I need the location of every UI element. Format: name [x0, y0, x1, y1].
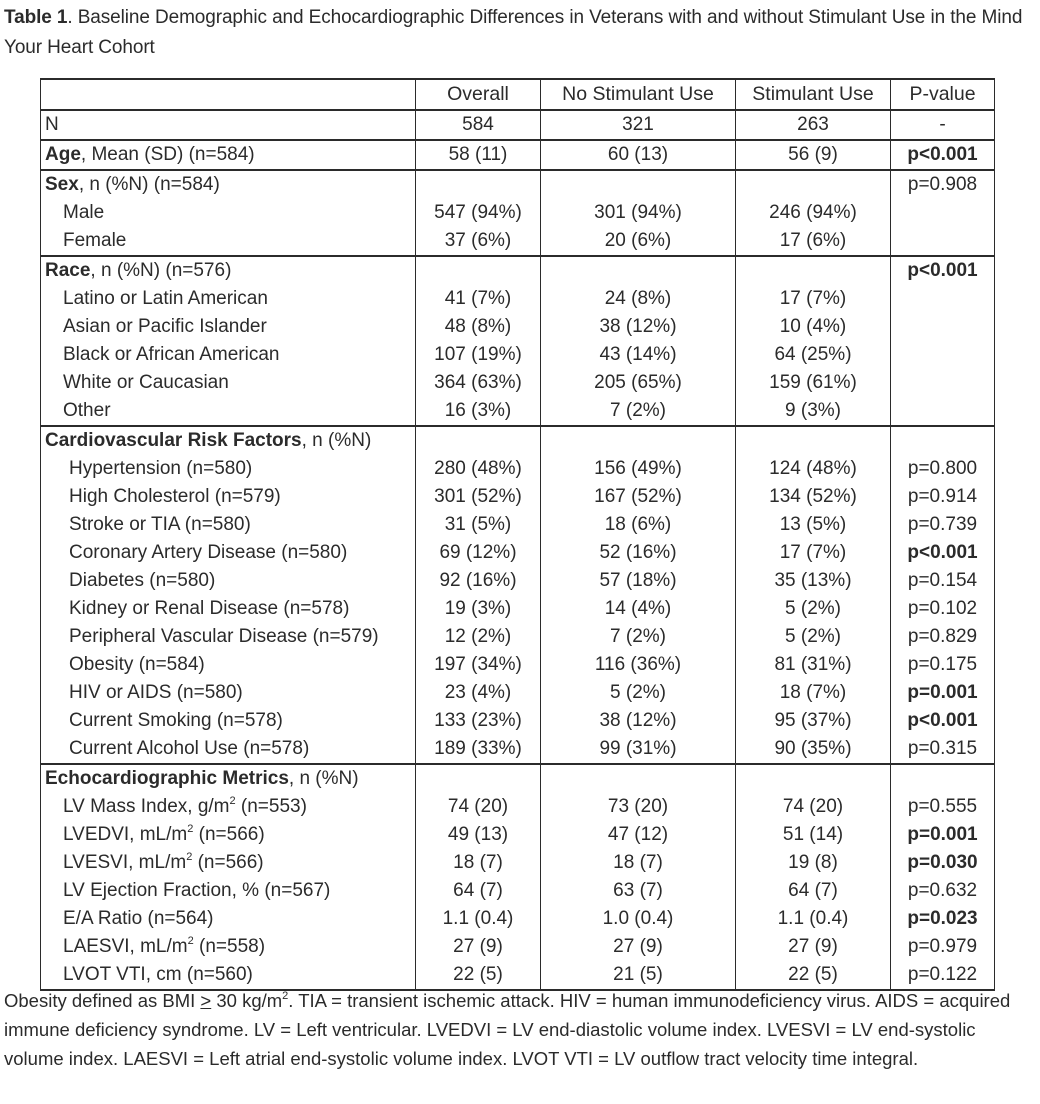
cell-p: p=0.914: [891, 483, 995, 511]
table-row-hypertension: [41, 455, 995, 483]
cell-stim: 159 (61%): [736, 369, 891, 397]
cell-p: p=0.739: [891, 511, 995, 539]
table-row-kidney: [41, 595, 995, 623]
table-row-obesity: [41, 651, 995, 679]
cell-overall: 92 (16%): [416, 567, 541, 595]
table-row-race: [41, 256, 995, 285]
row-label: Asian or Pacific Islander: [41, 313, 416, 341]
cell-p: p=0.023: [891, 905, 995, 933]
cell-overall: 41 (7%): [416, 285, 541, 313]
cell-p: p<0.001: [891, 140, 995, 170]
cell-overall: 64 (7): [416, 877, 541, 905]
row-label: Sex, n (%N) (n=584): [41, 170, 416, 199]
table-row-cv-risk-factors: [41, 426, 995, 455]
cell-no-stim: 167 (52%): [541, 483, 736, 511]
table-row-alcohol: [41, 735, 995, 764]
cell-overall: 364 (63%): [416, 369, 541, 397]
cell-overall: 280 (48%): [416, 455, 541, 483]
table-row-other: [41, 397, 995, 426]
row-label: Age, Mean (SD) (n=584): [41, 140, 416, 170]
row-label: Current Alcohol Use (n=578): [41, 735, 416, 764]
cell-no-stim: 20 (6%): [541, 227, 736, 256]
row-label: Peripheral Vascular Disease (n=579): [41, 623, 416, 651]
row-label: LVESVI, $mL/m^2$ (n=566): [41, 849, 416, 877]
table-row-latino: [41, 285, 995, 313]
table-row-pvd: [41, 623, 995, 651]
cell-p: p=0.102: [891, 595, 995, 623]
row-label: Latino or Latin American: [41, 285, 416, 313]
table-row-hiv: [41, 679, 995, 707]
cell-no-stim: 205 (65%): [541, 369, 736, 397]
row-label: Cardiovascular Risk Factors, n (%N): [41, 426, 416, 455]
cell-no-stim: 73 (20): [541, 793, 736, 821]
cell-stim: 124 (48%): [736, 455, 891, 483]
caption-lead: Table 1: [4, 7, 68, 28]
cell-p: p=0.908: [891, 170, 995, 199]
cell-stim: 5 (2%): [736, 623, 891, 651]
cell-p: p=0.632: [891, 877, 995, 905]
cell-p: -: [891, 110, 995, 140]
cell-overall: 584: [416, 110, 541, 140]
cell-no-stim: 321: [541, 110, 736, 140]
cell-overall: 189 (33%): [416, 735, 541, 764]
table-row-lvedvi: [41, 821, 995, 849]
cell-p: p=0.001: [891, 679, 995, 707]
cell-overall: 301 (52%): [416, 483, 541, 511]
cell-no-stim: 156 (49%): [541, 455, 736, 483]
cell-no-stim: 43 (14%): [541, 341, 736, 369]
table-row-lvesvi: [41, 849, 995, 877]
cell-stim: 246 (94%): [736, 199, 891, 227]
row-label: N: [41, 110, 416, 140]
table-row-male: [41, 199, 995, 227]
cell-stim: 18 (7%): [736, 679, 891, 707]
cell-stim: 5 (2%): [736, 595, 891, 623]
table-row-echo-metrics: [41, 764, 995, 793]
table-row-stroke: [41, 511, 995, 539]
row-label: LVEDVI, $mL/m^2$ (n=566): [41, 821, 416, 849]
table-caption: [4, 3, 1034, 63]
row-label: LVOT VTI, cm (n=560): [41, 961, 416, 990]
row-label: Current Smoking (n=578): [41, 707, 416, 735]
table-row-cad: [41, 539, 995, 567]
cell-p: p=0.979: [891, 933, 995, 961]
cell-no-stim: 7 (2%): [541, 397, 736, 426]
row-label: Male: [41, 199, 416, 227]
cell-overall: 16 (3%): [416, 397, 541, 426]
cell-no-stim: 301 (94%): [541, 199, 736, 227]
cell-p: p<0.001: [891, 539, 995, 567]
row-label: LAESVI, $mL/m^2$ (n=558): [41, 933, 416, 961]
cell-overall: 31 (5%): [416, 511, 541, 539]
table-row-diabetes: [41, 567, 995, 595]
cell-overall: 12 (2%): [416, 623, 541, 651]
cell-p: p=0.122: [891, 961, 995, 990]
cell-stim: 90 (35%): [736, 735, 891, 764]
cell-overall: 69 (12%): [416, 539, 541, 567]
row-label: Diabetes (n=580): [41, 567, 416, 595]
cell-stim: 10 (4%): [736, 313, 891, 341]
table-row-laesvi: [41, 933, 995, 961]
cell-no-stim: 14 (4%): [541, 595, 736, 623]
cell-overall: 74 (20): [416, 793, 541, 821]
table-row-female: [41, 227, 995, 256]
cell-stim: 56 (9): [736, 140, 891, 170]
cell-no-stim: 24 (8%): [541, 285, 736, 313]
cell-p: p<0.001: [891, 707, 995, 735]
table-row-lvef: [41, 877, 995, 905]
cell-p: p=0.001: [891, 821, 995, 849]
cell-p: p=0.315: [891, 735, 995, 764]
cell-overall: 23 (4%): [416, 679, 541, 707]
header-overall: Overall: [416, 79, 541, 110]
header-stimulant: Stimulant Use: [736, 79, 891, 110]
cell-stim: 51 (14): [736, 821, 891, 849]
cell-stim: 95 (37%): [736, 707, 891, 735]
cell-overall: 1.1 (0.4): [416, 905, 541, 933]
row-label: E/A Ratio (n=564): [41, 905, 416, 933]
cell-stim: 17 (7%): [736, 285, 891, 313]
cell-no-stim: 27 (9): [541, 933, 736, 961]
table-row-cholesterol: [41, 483, 995, 511]
cell-no-stim: 63 (7): [541, 877, 736, 905]
cell-p: p=0.829: [891, 623, 995, 651]
cell-stim: 13 (5%): [736, 511, 891, 539]
table-row-smoking: [41, 707, 995, 735]
table-row-age: [41, 140, 995, 170]
cell-overall: 133 (23%): [416, 707, 541, 735]
table-footnote: Obesity defined as BMI > 30 $kg/m^2$. TIA = transient ischemic attack. HIV = human immunodeficiency virus. AIDS = acquired immune deficiency syndrome. LV = Left ventricular. LVEDVI = LV end-diastolic volume index. LVESVI = LV end-systolic volume index. LAESVI = Left atrial end-systolic volume index. LVOT VTI = LV outflow tract velocity time integral.: [4, 990, 1011, 1069]
cell-p: p<0.001: [891, 256, 995, 285]
cell-overall: 48 (8%): [416, 313, 541, 341]
table-row-ea-ratio: [41, 905, 995, 933]
header-p-value: P-value: [891, 79, 995, 110]
cell-p: p=0.030: [891, 849, 995, 877]
cell-stim: 74 (20): [736, 793, 891, 821]
cell-overall: 37 (6%): [416, 227, 541, 256]
cell-p: p=0.154: [891, 567, 995, 595]
cell-no-stim: 57 (18%): [541, 567, 736, 595]
cell-overall: 107 (19%): [416, 341, 541, 369]
row-label: HIV or AIDS (n=580): [41, 679, 416, 707]
table-row-white: [41, 369, 995, 397]
row-label: Race, n (%N) (n=576): [41, 256, 416, 285]
cell-p: p=0.555: [891, 793, 995, 821]
cell-no-stim: 38 (12%): [541, 707, 736, 735]
cell-no-stim: 7 (2%): [541, 623, 736, 651]
header-blank: [41, 79, 416, 110]
cell-p: p=0.175: [891, 651, 995, 679]
cell-p: p=0.800: [891, 455, 995, 483]
table-row-asian: [41, 313, 995, 341]
row-label: White or Caucasian: [41, 369, 416, 397]
cell-no-stim: 47 (12): [541, 821, 736, 849]
cell-overall: 18 (7): [416, 849, 541, 877]
cell-overall: 27 (9): [416, 933, 541, 961]
cell-overall: 49 (13): [416, 821, 541, 849]
cell-no-stim: 116 (36%): [541, 651, 736, 679]
cell-no-stim: 1.0 (0.4): [541, 905, 736, 933]
cell-stim: 22 (5): [736, 961, 891, 990]
table-row-n: [41, 110, 995, 140]
cell-stim: 64 (7): [736, 877, 891, 905]
caption-text: . Baseline Demographic and Echocardiographic Differences in Veterans with and without Stimulant Use in the Mind Your Heart Cohort: [4, 7, 1023, 58]
cell-no-stim: 21 (5): [541, 961, 736, 990]
cell-stim: 19 (8): [736, 849, 891, 877]
table-row-sex: [41, 170, 995, 199]
cell-overall: 58 (11): [416, 140, 541, 170]
baseline-table: [40, 78, 995, 991]
cell-overall: 22 (5): [416, 961, 541, 990]
cell-stim: 27 (9): [736, 933, 891, 961]
cell-overall: 197 (34%): [416, 651, 541, 679]
cell-no-stim: 60 (13): [541, 140, 736, 170]
cell-stim: 17 (6%): [736, 227, 891, 256]
cell-stim: 1.1 (0.4): [736, 905, 891, 933]
cell-no-stim: 18 (7): [541, 849, 736, 877]
row-label: Echocardiographic Metrics, n (%N): [41, 764, 416, 793]
row-label: Black or African American: [41, 341, 416, 369]
table-row-lv-mass-index: [41, 793, 995, 821]
row-label: Stroke or TIA (n=580): [41, 511, 416, 539]
cell-stim: 35 (13%): [736, 567, 891, 595]
cell-no-stim: 99 (31%): [541, 735, 736, 764]
header-no-stimulant: No Stimulant Use: [541, 79, 736, 110]
row-label: Obesity (n=584): [41, 651, 416, 679]
cell-stim: 9 (3%): [736, 397, 891, 426]
cell-no-stim: 5 (2%): [541, 679, 736, 707]
cell-overall: 19 (3%): [416, 595, 541, 623]
row-label: Female: [41, 227, 416, 256]
row-label: Kidney or Renal Disease (n=578): [41, 595, 416, 623]
row-label: LV Ejection Fraction, % (n=567): [41, 877, 416, 905]
row-label: Hypertension (n=580): [41, 455, 416, 483]
cell-stim: 134 (52%): [736, 483, 891, 511]
cell-stim: 17 (7%): [736, 539, 891, 567]
cell-stim: 263: [736, 110, 891, 140]
cell-stim: 81 (31%): [736, 651, 891, 679]
cell-stim: 64 (25%): [736, 341, 891, 369]
cell-overall: 547 (94%): [416, 199, 541, 227]
row-label: Coronary Artery Disease (n=580): [41, 539, 416, 567]
table-row-black: [41, 341, 995, 369]
row-label: High Cholesterol (n=579): [41, 483, 416, 511]
cell-no-stim: 52 (16%): [541, 539, 736, 567]
table-header-row: [41, 79, 995, 110]
cell-no-stim: 38 (12%): [541, 313, 736, 341]
row-label: Other: [41, 397, 416, 426]
row-label: LV Mass Index, $g/m^2$ (n=553): [41, 793, 416, 821]
cell-no-stim: 18 (6%): [541, 511, 736, 539]
